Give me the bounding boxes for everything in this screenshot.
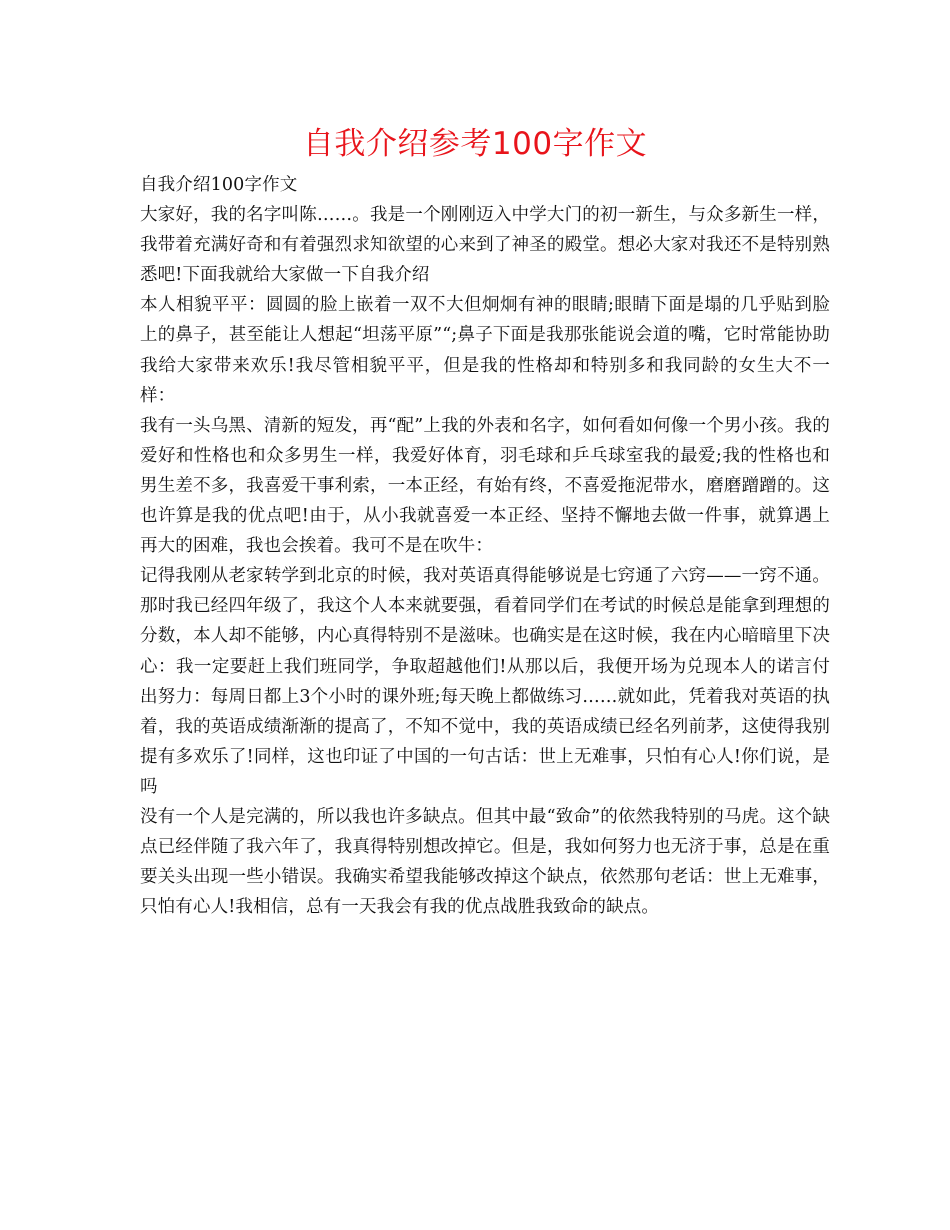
document-title: 自我介绍参考100字作文: [302, 126, 648, 162]
document-subtitle: 自我介绍100字作文: [140, 175, 298, 195]
paragraph-shortcoming: 没有一个人是完满的，所以我也许多缺点。但其中最“致命”的依然我特别的马虎。这个缺点已经伴随了我六年了，我真得特别想改掉它。但是，我如何努力也无济于事，总是在重要关头出现一些小错误。我确实希望我能够改掉这个缺点，依然那句老话：世上无难事，只怕有心人!我相信，总有一天我会有我的优点战胜我致命的缺点。: [140, 806, 830, 918]
paragraph-appearance: 本人相貌平平：圆圆的脸上嵌着一双不大但炯炯有神的眼睛;眼睛下面是塌的几乎贴到脸上的鼻子，甚至能让人想起“坦荡平原”“;鼻子下面是我那张能说会道的嘴，它时常能协助我给大家带来欢乐!我尽管相貌平平，但是我的性格却和特别多和我同龄的女生大不一样：: [140, 295, 830, 406]
paragraph-personality: 我有一头乌黑、清新的短发，再“配”上我的外表和名字，如何看如何像一个男小孩。我的爱好和性格也和众多男生一样，我爱好体育，羽毛球和乒乓球室我的最爱;我的性格也和男生差不多，我喜爱干事利索，一本正经，有始有终，不喜爱拖泥带水，磨磨蹭蹭的。这也许算是我的优点吧!由于，从小我就喜爱一本正经、坚持不懈地去做一件事，就算遇上再大的困难，我也会挨着。我可不是在吹牛：: [140, 415, 830, 557]
paragraph-intro: 大家好，我的名字叫陈……。我是一个刚刚迈入中学大门的初一新生，与众多新生一样，我带着充满好奇和有着强烈求知欲望的心来到了神圣的殿堂。想必大家对我还不是特别熟悉吧!下面我就给大家做一下自我介绍: [140, 205, 830, 286]
document-body: [140, 170, 830, 922]
paragraph-english-study: 记得我刚从老家转学到北京的时候，我对英语真得能够说是七窍通了六窍——一窍不通。那时我已经四年级了，我这个人本来就要强，看着同学们在考试的时候总是能拿到理想的分数，本人却不能够，内心真得特别不是滋味。也确实是在这时候，我在内心暗暗里下决心：我一定要赶上我们班同学，争取超越他们!从那以后，我便开场为兑现本人的诺言付出努力：每周日都上3个小时的课外班;每天晚上都做练习……就如此，凭着我对英语的执着，我的英语成绩渐渐的提高了，不知不觉中，我的英语成绩已经名列前茅，这使得我别提有多欢乐了!同样，这也印证了中国的一句古话：世上无难事，只怕有心人!你们说，是吗: [140, 566, 830, 797]
